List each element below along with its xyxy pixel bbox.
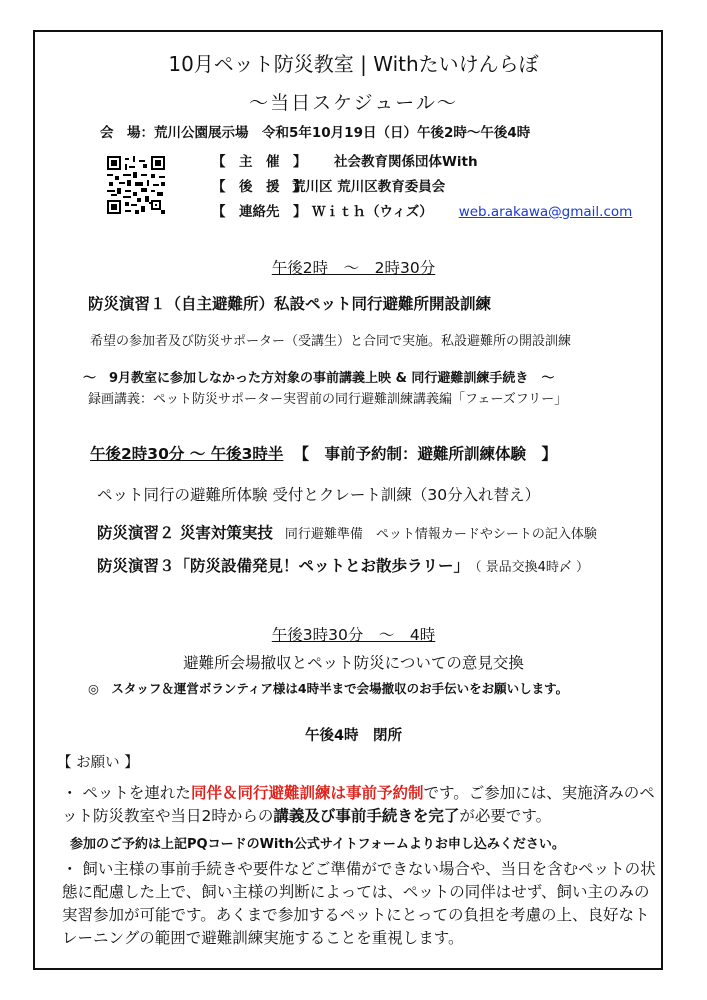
requests-heading: 【 お願い 】 [57, 755, 139, 771]
support-value: 荒川区 荒川区教育委員会 [292, 179, 446, 195]
section2-row [90, 442, 557, 464]
p1-text-b: です。ご参加には、実施済みのペット防災教室や当日2時からの [62, 784, 655, 825]
section1-time: 午後2時 ～ 2時30分 [271, 259, 436, 277]
qr-code[interactable] [107, 156, 165, 214]
host-value: 社会教育関係団体With [334, 154, 478, 170]
request-paragraph-3: ・ 飼い主様の事前手続きや要件などご準備ができない場合や、当日を含むペットの状態に配慮した上で、飼い主様の判断によっては、ペットの同伴はせず、飼い主のみの実習参加が可能です。あくまで参加するペットにとっての負担を考慮の上、良好なトレーニングの範囲で避難訓練実施することを重視します。 [62, 860, 656, 947]
drill2-row [97, 521, 597, 543]
section3-time: 午後3時30分 ～ 4時 [271, 626, 436, 644]
venue-date: 会 場：荒川公園展示場 令和5年10月19日（日）午後2時～午後4時 [100, 125, 531, 141]
page-title: 10月ペット防災教室 | Withたいけんらぼ [168, 52, 539, 76]
section3-line2: ◎ スタッフ＆運営ボランティア様は4時半まで会場撤収のお手伝いをお願いします。 [88, 681, 569, 696]
drill3-main: 防災演習３「防災設備発見！ペットとお散歩ラリー」 [97, 557, 470, 575]
section2-time: 午後2時30分 ～ 午後3時半 [90, 445, 284, 463]
host-label: 【 主 催 】 [212, 154, 307, 170]
org-contact-row [212, 200, 632, 220]
page-subtitle: ～当日スケジュール～ [249, 92, 458, 114]
contact-value: Ｗｉｔｈ（ウィズ） [312, 204, 433, 220]
drill1-title: 防災演習１（自主避難所）私設ペット同行避難所開設訓練 [88, 295, 492, 313]
p1-text-c: が必要です。 [459, 807, 552, 825]
drill1-desc: 希望の参加者及び防災サポーター（受講生）と合同で実施。私設避難所の開設訓練 [90, 334, 572, 349]
drill3-sub: （ 景品交換4時〆 ） [475, 560, 590, 575]
closing-time: 午後4時 閉所 [304, 728, 403, 744]
section3-line1: 避難所会場撤収とペット防災についての意見交換 [183, 654, 524, 672]
drill2-main: 防災演習２ 災害対策実技 [97, 524, 273, 542]
support-label: 【 後 援 】 [212, 179, 307, 195]
drill2-sub: 同行避難準備 ペット情報カードやシートの記入体験 [284, 527, 597, 542]
p1-text-a: ・ ペットを連れた [62, 784, 191, 802]
section2-line1: ペット同行の避難所体験 受付とクレート訓練（30分入れ替え） [97, 486, 541, 504]
recorded-lecture: 録画講義：ペット防災サポーター実習前の同行避難訓練講義編「フェーズフリー」 [88, 392, 568, 407]
contact-label: 【 連絡先 】 [212, 204, 307, 220]
org-support-row [212, 175, 445, 195]
contact-email-link[interactable]: web.arakawa@gmail.com [458, 204, 633, 220]
p1-highlight-red: 同伴＆同行避難訓練は事前予約制 [190, 784, 424, 802]
p1-highlight-bold: 講義及び事前手続きを完了 [273, 807, 460, 825]
section2-tag: 【 事前予約制：避難所訓練体験 】 [293, 445, 557, 463]
section1-note: ～ 9月教室に参加しなかった方対象の事前講義上映 & 同行避難訓練手続き ～ [83, 371, 555, 386]
drill3-row [97, 554, 589, 576]
request-paragraph-2: 参加のご予約は上記PQコードのWith公式サイトフォームよりお申し込みください。 [70, 837, 565, 852]
org-host-row [212, 150, 478, 170]
request-paragraph-1 [62, 782, 656, 828]
